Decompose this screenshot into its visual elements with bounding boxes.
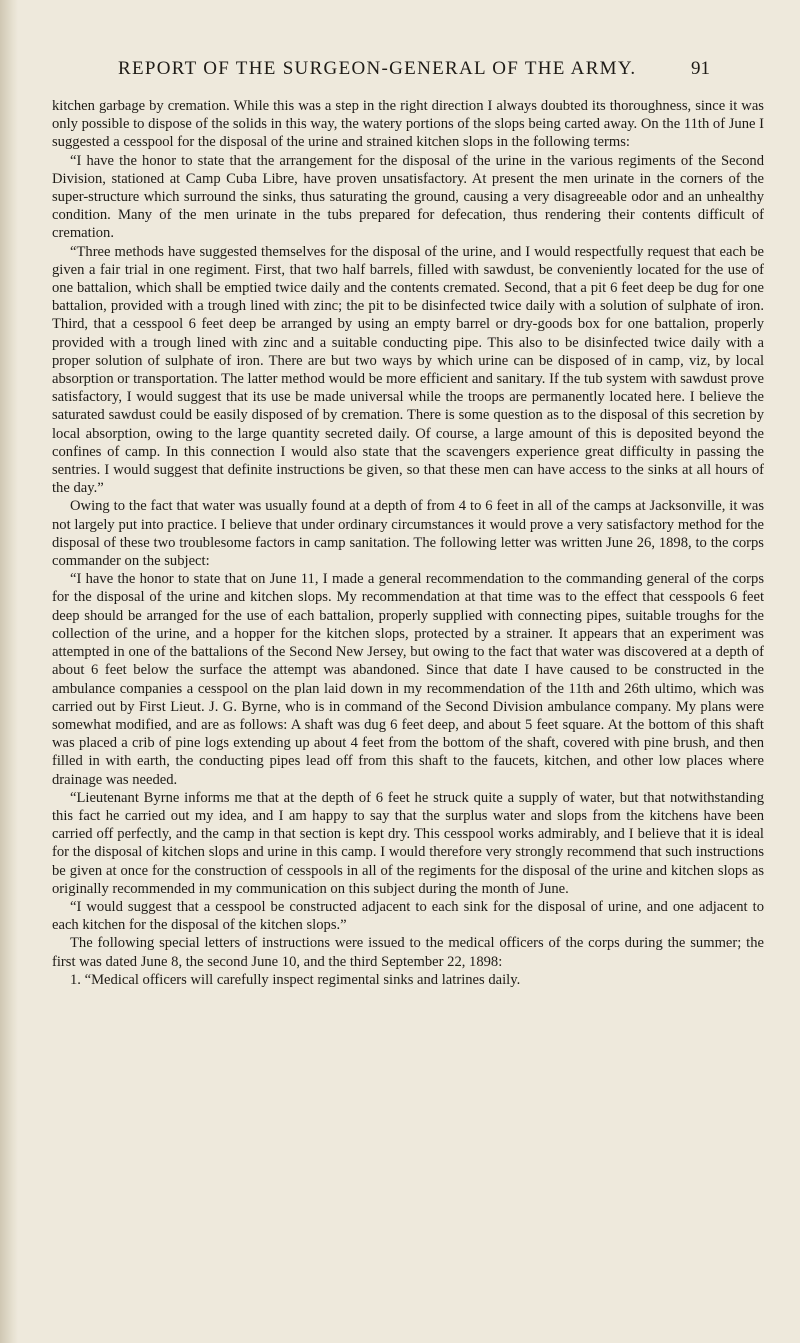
paragraph: Owing to the fact that water was usually found at a depth of from 4 to 6 feet in all of the camps at Jacksonville, it was not largely put into practice. I believe that under ordinary circumstances it would prove a very satisfactory method for the disposal of these two troublesome factors in camp sanitation. The following letter was written June 26, 1898, to the corps commander on the subject: — [52, 498, 764, 570]
body-text — [52, 97, 764, 989]
paragraph: kitchen garbage by cremation. While this was a step in the right direction I always doubted its thoroughness, since it was only possible to dispose of the solids in this way, the watery portions of the slops being carted away. On the 11th of June I suggested a cesspool for the disposal of the urine and strained kitchen slops in the following terms: — [52, 98, 764, 151]
page-number: 91 — [691, 58, 710, 79]
paragraph: “Lieutenant Byrne informs me that at the depth of 6 feet he struck quite a supply of water, but that notwithstanding this fact he carried out my idea, and I am happy to say that the surplus water and slops from the kitchens have been carried off perfectly, and the camp in that section is kept dry. This cesspool works admirably, and I believe that it is ideal for the disposal of kitchen slops and urine in this camp. I would therefore very strongly recommend that such instructions be given at once for the construction of cesspools in all of the regiments for the disposal of the urine and kitchen slops as originally recommended in my communication on this subject during the month of June. — [52, 789, 764, 897]
paragraph: The following special letters of instructions were issued to the medical officers of the corps during the summer; the first was dated June 8, the second June 10, and the third September 22, 1898: — [52, 935, 764, 970]
running-title: REPORT OF THE SURGEON-GENERAL OF THE ARMY. — [118, 58, 637, 79]
page-gutter-shadow — [0, 0, 18, 1343]
page-header — [0, 58, 800, 90]
paragraph: “I have the honor to state that the arrangement for the disposal of the urine in the various regiments of the Second Division, stationed at Camp Cuba Libre, have proven unsatisfactory. At present the men urinate in the corners of the super-structure which surround the sinks, thus saturating the ground, causing a very disagreeable odor and an unhealthy condition. Many of the men urinate in the tubs prepared for defecation, thus rendering their contents difficult of cremation. — [52, 152, 764, 242]
paragraph: 1. “Medical officers will carefully inspect regimental sinks and latrines daily. — [70, 971, 521, 988]
paragraph: “I would suggest that a cesspool be constructed adjacent to each sink for the disposal of urine, and one adjacent to each kitchen for the disposal of the kitchen slops.” — [52, 898, 764, 934]
paragraph: “Three methods have suggested themselves for the disposal of the urine, and I would respectfully request that each be given a fair trial in one regiment. First, that two half barrels, filled with sawdust, be conveniently located for the use of one battalion, which shall be emptied twice daily and the contents cremated. Second, that a pit 6 feet deep be dug for one battalion, provided with a trough lined with zinc; the pit to be disinfected twice daily with a solution of sulphate of iron. Third, that a cesspool 6 feet deep be arranged by using an empty barrel or dry-goods box for one battalion, properly provided with a trough lined with zinc and a suitable conducting pipe. This also to be disinfected twice daily with a proper solution of sulphate of iron. There are but two ways by which urine can be disposed of in camp, viz, by local absorption or transportation. The latter method would be more efficient and sanitary. If the tub system with sawdust prove satisfactory, I would suggest that its use be made universal while the troops are permanently located here. I believe the saturated sawdust could be easily disposed of by cremation. There is some question as to the disposal of this secretion by local absorption, owing to the large quantity secreted daily. Of course, a large amount of this is deposited beyond the confines of camp. In this connection I would also state that the scavengers experience great difficulty in passing the sentries. I would suggest that definite instructions be given, so that these men can have access to the sinks at all hours of the day.” — [52, 243, 764, 497]
paragraph: “I have the honor to state that on June 11, I made a general recommendation to the commanding general of the corps for the disposal of the urine and kitchen slops. My recommendation at that time was to the effect that cesspools 6 feet deep should be arranged for the use of each battalion, properly supplied with connecting pipes, suitable troughs for the collection of the urine, and a hopper for the kitchen slops, protected by a strainer. It appears that an experiment was attempted in one of the battalions of the Second New Jersey, but owing to the fact that water was discovered at a depth of about 6 feet below the surface the attempt was abandoned. Since that date I have caused to be constructed in the ambulance companies a cesspool on the plan laid down in my recommendation of the 11th and 26th ultimo, which was carried out by First Lieut. J. G. Byrne, who is in command of the Second Division ambulance company. My plans were somewhat modified, and are as follows: A shaft was dug 6 feet deep, and about 5 feet square. At the bottom of this shaft was placed a crib of pine logs extending up about 4 feet from the bottom of the shaft, covered with pine brush, and then filled in with earth, the conducting pipes lead off from this shaft to the faucets, kitchen, and other low places where drainage was needed. — [52, 571, 764, 788]
